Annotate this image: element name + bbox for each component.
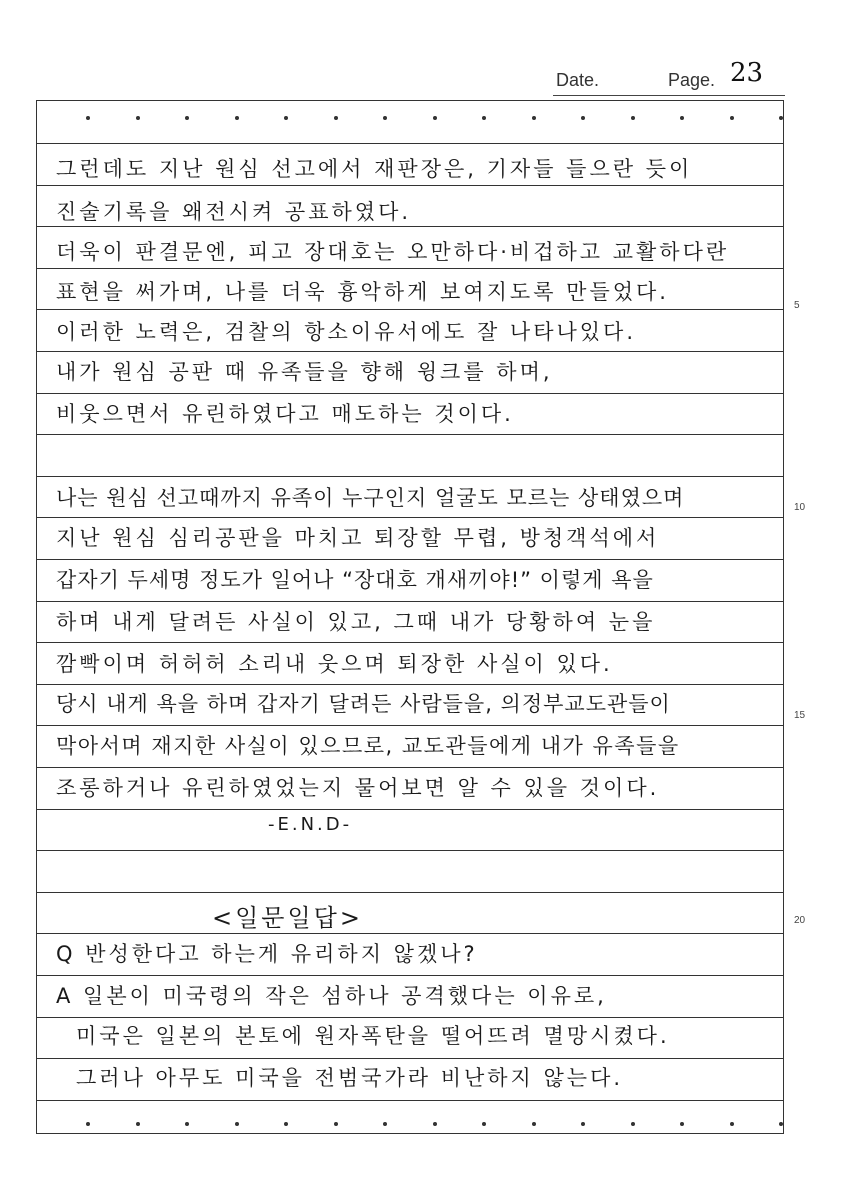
margin-dot [284, 1122, 288, 1126]
margin-dot [334, 1122, 338, 1126]
text-line-5: 이러한 노력은, 검찰의 항소이유서에도 잘 나타나있다. [56, 320, 637, 344]
qa-section-title: <일문일답> [212, 904, 363, 932]
margin-dot [334, 116, 338, 120]
ruled-line [36, 892, 784, 893]
margin-dot [779, 1122, 783, 1126]
margin-dot [185, 116, 189, 120]
text-line-1: 그런데도 지난 원심 선고에서 재판장은, 기자들 들으란 듯이 [56, 157, 693, 181]
margin-dot [680, 1122, 684, 1126]
ruled-line [36, 767, 784, 768]
margin-dot [730, 1122, 734, 1126]
answer-line-2: 미국은 일본의 본토에 원자폭탄을 떨어뜨려 멸망시켰다. [76, 1024, 670, 1048]
margin-number-10: 10 [794, 502, 806, 513]
margin-dot [185, 1122, 189, 1126]
margin-dot [680, 116, 684, 120]
margin-dot [433, 116, 437, 120]
margin-dot [383, 1122, 387, 1126]
page-label: Page. [668, 70, 716, 90]
ruled-line [36, 975, 784, 976]
margin-dot [284, 116, 288, 120]
margin-dot [482, 1122, 486, 1126]
ruled-line [36, 393, 784, 394]
margin-number-15: 15 [794, 710, 806, 721]
text-line-14: 막아서며 재지한 사실이 있으므로, 교도관들에게 내가 유족들을 [56, 734, 680, 758]
answer-line-3: 그러나 아무도 미국을 전범국가라 비난하지 않는다. [76, 1066, 624, 1090]
question-line: Q 반성한다고 하는게 유리하지 않겠나? [56, 942, 478, 966]
text-line-6: 내가 원심 공판 때 유족들을 향해 윙크를 하며, [56, 360, 553, 384]
ruled-line [36, 517, 784, 518]
text-line-4: 표현을 써가며, 나를 더욱 흉악하게 보여지도록 만들었다. [56, 280, 669, 304]
ruled-line [36, 601, 784, 602]
text-line-13: 당시 내게 욕을 하며 갑자기 달려든 사람들을, 의정부교도관들이 [56, 692, 671, 716]
margin-dot [482, 116, 486, 120]
text-line-2: 진술기록을 왜전시켜 공표하였다. [56, 200, 412, 224]
text-line-11: 하며 내게 달려든 사실이 있고, 그때 내가 당황하여 눈을 [56, 610, 656, 634]
ruled-line [36, 809, 784, 810]
margin-dot [631, 116, 635, 120]
ruled-line [36, 559, 784, 560]
ruled-line [36, 1100, 784, 1101]
ruled-line [36, 1017, 784, 1018]
page-number: 23 [730, 58, 764, 88]
ruled-line [36, 351, 784, 352]
margin-dot [779, 116, 783, 120]
margin-dot [581, 116, 585, 120]
text-line-3: 더욱이 판결문엔, 피고 장대호는 오만하다·비겁하고 교활하다란 [56, 240, 730, 264]
margin-dot [86, 116, 90, 120]
margin-dot [136, 1122, 140, 1126]
text-line-9: 지난 원심 심리공판을 마치고 퇴장할 무렵, 방청객석에서 [56, 526, 660, 550]
ruled-line [36, 185, 784, 186]
margin-dot [86, 1122, 90, 1126]
ruled-line [36, 933, 784, 934]
margin-dot [136, 116, 140, 120]
margin-number-5: 5 [794, 300, 800, 311]
end-mark: -E.N.D- [268, 814, 353, 835]
margin-dot [581, 1122, 585, 1126]
margin-dot [730, 116, 734, 120]
ruled-line [36, 850, 784, 851]
margin-dot [433, 1122, 437, 1126]
margin-dot [532, 116, 536, 120]
ruled-line [36, 143, 784, 144]
margin-dot [235, 116, 239, 120]
margin-dot [631, 1122, 635, 1126]
ruled-line [36, 725, 784, 726]
ruled-line [36, 309, 784, 310]
text-line-7: 비웃으면서 유린하였다고 매도하는 것이다. [56, 402, 514, 426]
ruled-line [36, 684, 784, 685]
margin-dot [383, 116, 387, 120]
ruled-line [36, 226, 784, 227]
margin-dot [532, 1122, 536, 1126]
text-line-8: 나는 원심 선고때까지 유족이 누구인지 얼굴도 모르는 상태였으며 [56, 486, 685, 510]
header-rule [553, 95, 785, 96]
text-line-15: 조롱하거나 유린하였었는지 물어보면 알 수 있을 것이다. [56, 776, 660, 800]
text-line-12: 깜빡이며 허허허 소리내 웃으며 퇴장한 사실이 있다. [56, 652, 613, 676]
text-line-10: 갑자기 두세명 정도가 일어나 “장대호 개새끼야!” 이렇게 욕을 [56, 568, 654, 592]
date-label: Date. [556, 70, 600, 90]
ruled-line [36, 476, 784, 477]
margin-dot [235, 1122, 239, 1126]
ruled-line [36, 434, 784, 435]
ruled-line [36, 268, 784, 269]
answer-line-1: A 일본이 미국령의 작은 섬하나 공격했다는 이유로, [56, 984, 607, 1008]
ruled-line [36, 642, 784, 643]
ruled-line [36, 1058, 784, 1059]
margin-number-20: 20 [794, 915, 806, 926]
